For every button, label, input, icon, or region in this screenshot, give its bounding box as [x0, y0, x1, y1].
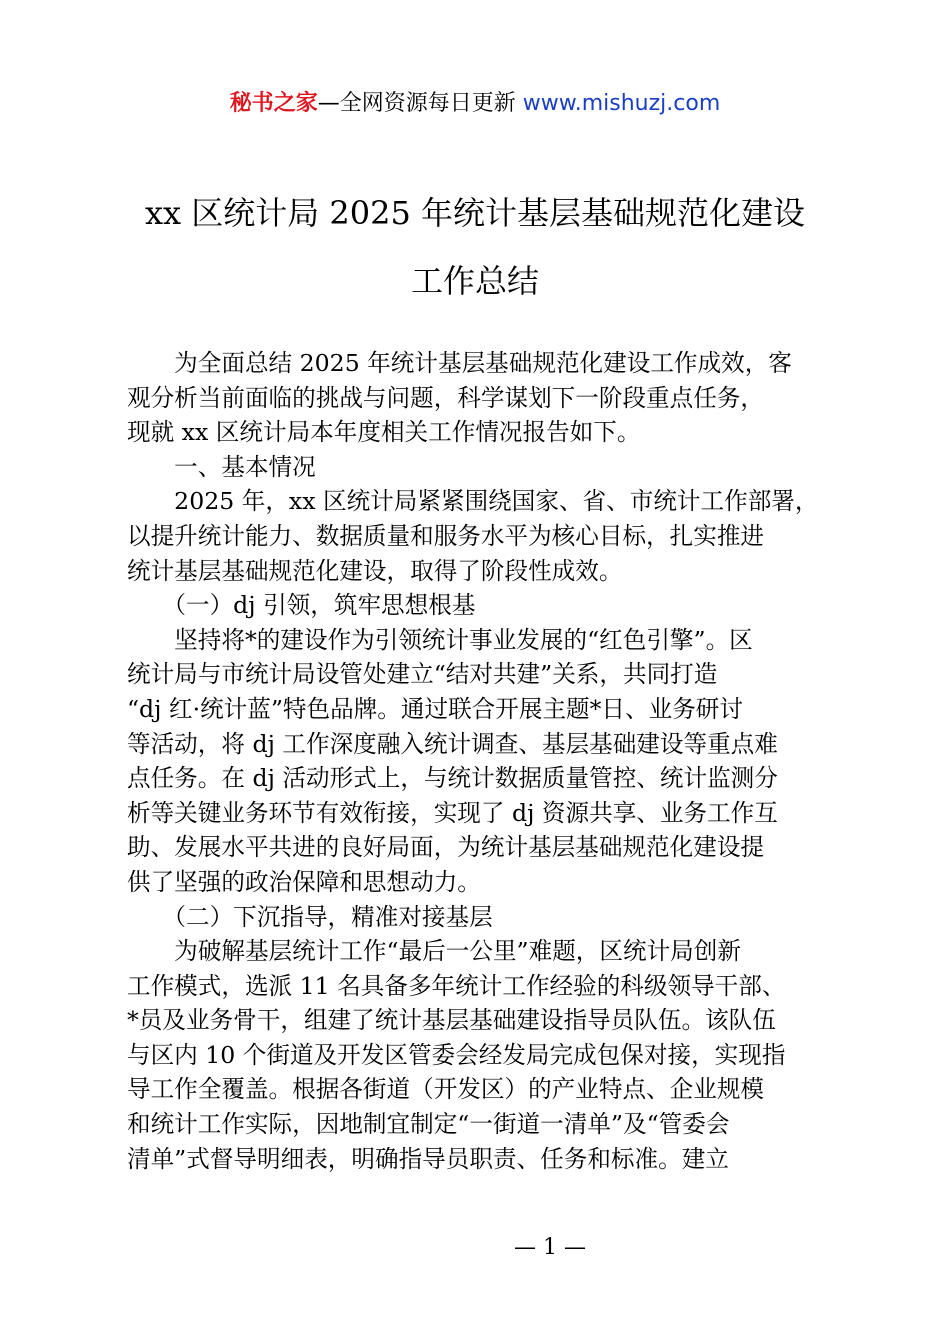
body-line: 坚持将*的建设作为引领统计事业发展的“红色引擎”。区: [127, 625, 753, 654]
subsection-heading: （二）下沉指导，精准对接基层: [127, 902, 493, 931]
document-title-line-1: xx 区统计局 2025 年统计基层基础规范化建设: [144, 194, 806, 232]
body-line: 统计基层基础规范化建设，取得了阶段性成效。: [127, 556, 623, 585]
section-heading: 一、基本情况: [127, 452, 316, 481]
body-line: *员及业务骨干，组建了统计基层基础建设指导员队伍。该队伍: [127, 1006, 776, 1035]
header-tagline: —全网资源每日更新: [317, 91, 523, 116]
body-line: 为破解基层统计工作“最后一公里”难题，区统计局创新: [127, 937, 741, 966]
body-line: 观分析当前面临的挑战与问题，科学谋划下一阶段重点任务，: [127, 383, 765, 412]
body-line: 以提升统计能力、数据质量和服务水平为核心目标，扎实推进: [127, 521, 765, 550]
site-header: [0, 88, 950, 120]
body-line: 点任务。在 dj 活动形式上，与统计数据质量管控、统计监测分: [127, 764, 778, 793]
body-line: 与区内 10 个街道及开发区管委会经发局完成包保对接，实现指: [127, 1040, 786, 1069]
body-line: 工作模式，选派 11 名具备多年统计工作经验的科级领导干部、: [127, 971, 786, 1000]
page-number: — 1 —: [514, 1235, 586, 1260]
site-url[interactable]: www.mishuzj.com: [522, 91, 721, 116]
brand-name: 秘书之家: [229, 91, 318, 116]
body-line: 清单”式督导明细表，明确指导员职责、任务和标准。建立: [127, 1144, 729, 1173]
body-line: 2025 年，xx 区统计局紧紧围绕国家、省、市统计工作部署，: [127, 487, 819, 516]
body-line: 为全面总结 2025 年统计基层基础规范化建设工作成效，客: [127, 349, 792, 377]
body-line: 供了坚强的政治保障和思想动力。: [127, 867, 481, 896]
document-body: [127, 346, 837, 1176]
body-line: 等活动，将 dj 工作深度融入统计调查、基层基础建设等重点难: [127, 729, 778, 758]
body-line: 统计局与市统计局设管处建立“结对共建”关系，共同打造: [127, 660, 718, 689]
body-line: 析等关键业务环节有效衔接，实现了 dj 资源共享、业务工作互: [127, 798, 778, 827]
body-line: 现就 xx 区统计局本年度相关工作情况报告如下。: [127, 418, 641, 447]
body-line: “dj 红·统计蓝”特色品牌。通过联合开展主题*日、业务研讨: [127, 694, 743, 723]
body-line: 导工作全覆盖。根据各街道（开发区）的产业特点、企业规模: [127, 1075, 765, 1104]
document-title-line-2: 工作总结: [410, 262, 539, 300]
subsection-heading: （一）dj 引领，筑牢思想根基: [127, 591, 476, 620]
body-line: 和统计工作实际，因地制宜制定“一街道一清单”及“管委会: [127, 1110, 730, 1139]
body-line: 助、发展水平共进的良好局面，为统计基层基础规范化建设提: [127, 833, 765, 862]
